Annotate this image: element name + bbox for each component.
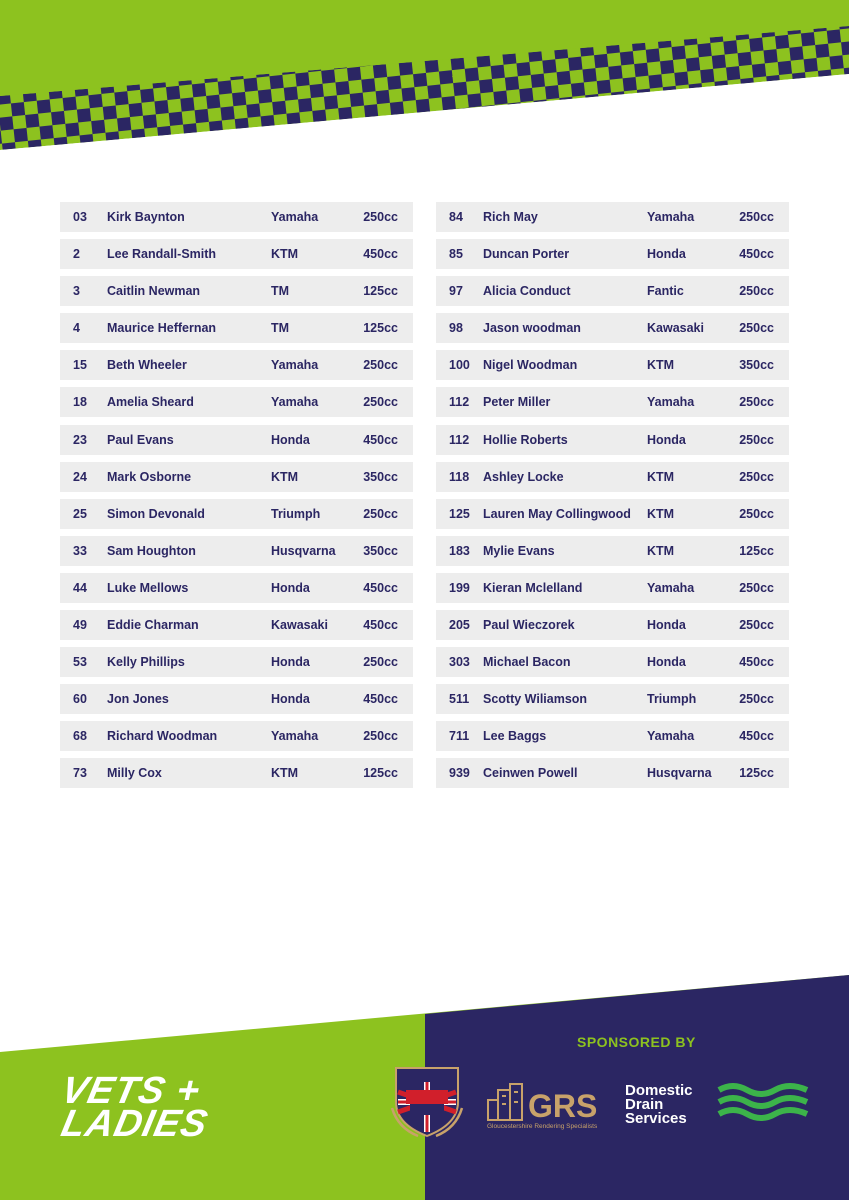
entry-name: Kelly Phillips [107,655,185,670]
entry-list-left [60,202,413,796]
entry-cc: 250cc [739,580,774,595]
entry-row [436,647,789,677]
entry-cc: 250cc [739,284,774,299]
entry-row [436,758,789,788]
entry-list-right [436,202,789,796]
entry-name: Jason woodman [483,321,581,336]
entry-num: 98 [449,321,463,336]
entry-make: KTM [271,247,299,262]
entry-make: KTM [271,469,299,484]
entry-make: Husqvarna [271,543,336,558]
entry-cc: 125cc [739,766,774,781]
entry-num: 939 [449,766,470,781]
dds-logo-text [625,1084,693,1126]
entry-make: Honda [647,247,686,262]
entry-num: 303 [449,655,470,670]
entry-cc: 250cc [739,210,774,224]
entry-cc: 250cc [363,655,398,670]
entry-row [436,684,789,714]
entry-cc: 250cc [363,395,398,410]
entry-cc: 350cc [363,543,398,558]
entry-name: Ceinwen Powell [483,766,578,781]
entry-row [60,313,413,343]
entry-row [60,610,413,640]
entry-make: KTM [271,766,299,781]
entry-row [436,610,789,640]
entry-name: Milly Cox [107,766,162,781]
entry-num: 24 [73,469,87,484]
entry-name: Paul Evans [107,432,174,447]
entry-cc: 125cc [363,321,398,336]
entry-cc: 450cc [739,729,774,744]
entry-name: Peter Miller [483,395,551,410]
entry-num: 199 [449,580,470,595]
entry-cc: 250cc [363,506,398,521]
entry-name: Duncan Porter [483,247,570,262]
entry-num: 49 [73,618,87,633]
entry-num: 4 [73,321,80,336]
entry-make: Honda [271,580,310,595]
grs-logo-text: GRS [528,1088,598,1124]
entry-row [60,721,413,751]
dds-waves-icon [717,1082,809,1128]
entry-num: 23 [73,432,87,447]
entry-cc: 250cc [739,506,774,521]
entry-cc: 250cc [739,618,774,633]
event-title-line2: LADIES [57,1103,212,1145]
entry-make: Yamaha [271,358,319,373]
entry-name: Nigel Woodman [483,358,578,373]
entry-name: Paul Wieczorek [483,618,575,633]
entry-make: KTM [647,506,675,521]
entry-cc: 250cc [739,395,774,410]
entry-row [60,350,413,380]
entry-row [60,647,413,677]
entry-name: Jon Jones [107,692,169,707]
entry-cc: 450cc [363,432,398,447]
entry-name: Mylie Evans [483,543,555,558]
entry-cc: 250cc [739,321,774,336]
entry-num: 18 [73,395,87,410]
entry-row [60,684,413,714]
entry-num: 2 [73,247,80,262]
entry-row [436,721,789,751]
entry-num: 60 [73,692,87,707]
entry-name: Michael Bacon [483,655,571,670]
entry-name: Simon Devonald [107,506,205,521]
entry-cc: 250cc [363,729,398,744]
entry-num: 3 [73,284,80,299]
grs-building-icon [486,1082,526,1122]
entry-make: Yamaha [271,729,319,744]
entry-cc: 450cc [739,655,774,670]
entry-make: Triumph [647,692,697,707]
entry-make: Honda [271,432,310,447]
entry-num: 511 [449,692,470,707]
entry-num: 125 [449,506,470,521]
entry-make: Kawasaki [647,321,704,336]
entry-name: Alicia Conduct [483,284,571,299]
entry-name: Scotty Wiliamson [483,692,588,707]
entry-cc: 450cc [363,692,398,707]
entry-row [436,387,789,417]
entry-num: 112 [449,395,470,410]
entry-row [60,499,413,529]
entry-name: Amelia Sheard [107,395,194,410]
entry-row [60,758,413,788]
entry-row [436,239,789,269]
entry-make: KTM [647,358,675,373]
entry-name: Caitlin Newman [107,284,201,299]
entry-make: Yamaha [647,729,695,744]
entry-cc: 250cc [363,358,398,373]
entry-num: 112 [449,432,470,447]
entry-make: KTM [647,469,675,484]
entry-make: Honda [647,618,686,633]
entry-row [60,202,413,232]
entry-make: KTM [647,543,675,558]
entry-name: Rich May [483,210,538,224]
entry-row [60,536,413,566]
entry-num: 68 [73,729,87,744]
entry-cc: 350cc [363,469,398,484]
entry-make: Yamaha [271,395,319,410]
entry-cc: 450cc [739,247,774,262]
entry-make: Honda [271,692,310,707]
entry-make: Fantic [647,284,684,299]
entry-cc: 250cc [739,692,774,707]
entry-num: 44 [73,580,87,595]
entry-name: Lauren May Collingwood [483,506,631,521]
entry-make: Honda [647,432,686,447]
entry-make: TM [271,284,290,299]
entry-make: Triumph [271,506,321,521]
dds-line2: Drain [625,1096,664,1113]
british-cup-logo [388,1062,466,1140]
entry-make: Yamaha [271,210,319,224]
dds-line1: Domestic [625,1082,693,1099]
event-title-line1: VETS + [57,1070,205,1112]
entry-cc: 250cc [739,432,774,447]
entry-make: Honda [647,655,686,670]
entry-num: 03 [73,210,87,224]
entry-row [60,462,413,492]
entry-name: Luke Mellows [107,580,189,595]
entry-row [436,350,789,380]
entry-num: 711 [449,729,470,744]
entry-name: Sam Houghton [107,543,196,558]
entry-cc: 450cc [363,618,398,633]
entry-row [60,276,413,306]
entry-make: Honda [271,655,310,670]
entry-num: 85 [449,247,463,262]
entry-num: 73 [73,766,87,781]
entry-num: 15 [73,358,87,373]
entry-row [436,573,789,603]
entry-name: Mark Osborne [107,469,192,484]
entry-name: Kirk Baynton [107,210,185,224]
entry-row [436,462,789,492]
entry-num: 118 [449,469,470,484]
entry-name: Ashley Locke [483,469,564,484]
entry-row [436,536,789,566]
entry-cc: 125cc [739,543,774,558]
entry-cc: 125cc [363,766,398,781]
entry-cc: 250cc [739,469,774,484]
entry-name: Maurice Heffernan [107,321,217,336]
entry-row [436,425,789,455]
entry-cc: 125cc [363,284,398,299]
entry-make: Kawasaki [271,618,328,633]
entry-row [436,276,789,306]
entry-row [60,239,413,269]
entry-row [436,313,789,343]
entry-num: 100 [449,358,470,373]
entry-make: Husqvarna [647,766,712,781]
entry-num: 97 [449,284,463,299]
entry-name: Richard Woodman [107,729,218,744]
dds-line3: Services [625,1110,687,1127]
entry-num: 33 [73,543,87,558]
entry-name: Eddie Charman [107,618,199,633]
entry-make: Yamaha [647,580,695,595]
entry-name: Beth Wheeler [107,358,187,373]
entry-make: Yamaha [647,210,695,224]
entry-make: Yamaha [647,395,695,410]
grs-tagline: Gloucestershire Rendering Specialists [487,1123,598,1130]
entry-make: TM [271,321,290,336]
entry-name: Kieran Mclelland [483,580,583,595]
entry-num: 53 [73,655,87,670]
entry-name: Lee Baggs [483,729,547,744]
entry-num: 84 [449,210,463,224]
entry-num: 205 [449,618,470,633]
entry-cc: 250cc [363,210,398,224]
entry-row [60,573,413,603]
sponsored-by-label: SPONSORED BY [577,1034,696,1050]
entry-cc: 350cc [739,358,774,373]
entry-row [436,499,789,529]
entry-cc: 450cc [363,247,398,262]
entry-name: Hollie Roberts [483,432,568,447]
entry-row [60,387,413,417]
entry-num: 183 [449,543,470,558]
entry-row [436,202,789,232]
entry-name: Lee Randall-Smith [107,247,217,262]
entry-num: 25 [73,506,87,521]
entry-row [60,425,413,455]
entry-cc: 450cc [363,580,398,595]
